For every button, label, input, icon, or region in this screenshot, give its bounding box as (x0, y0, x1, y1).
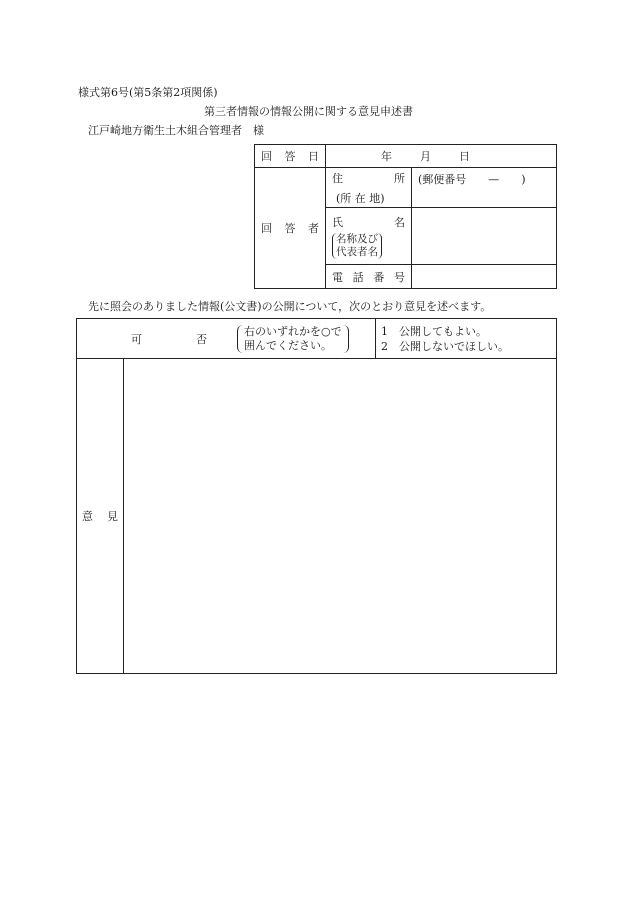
instruction-line1: 右のいずれかを○で (244, 324, 342, 338)
date-year-label: 年 (381, 150, 392, 163)
approval-label-right: 否 (196, 332, 207, 346)
respondent-label-char: 者 (308, 222, 319, 235)
opinion-label-char: 見 (107, 510, 118, 523)
date-month-label: 月 (420, 150, 431, 163)
address-label-char: 住 (332, 171, 343, 185)
phone-label-char: 番 (373, 270, 385, 284)
addressee: 江戸崎地方衛生土木組合管理者 様 (88, 124, 264, 137)
answer-date-label-cell (255, 145, 326, 168)
opinion-label-cell (77, 359, 124, 674)
name-sub-line1: 名称及び (336, 232, 378, 245)
name-label-char: 氏 (332, 215, 343, 229)
phone-label-char: 話 (352, 270, 364, 284)
phone-field[interactable] (412, 265, 557, 289)
respondent-label-char: 回 (261, 222, 272, 235)
respondent-label-cell (255, 168, 326, 289)
name-sub-bracket (332, 233, 382, 259)
form-number: 様式第6号(第5条第2項関係) (78, 86, 218, 99)
phone-label-char: 号 (393, 270, 405, 284)
respondent-label-char: 答 (284, 222, 296, 235)
postal-code-note: (郵便番号 — ) (418, 173, 526, 186)
approval-label-cell (77, 319, 376, 359)
respondent-table (254, 144, 557, 289)
document-title: 第三者情報の情報公開に関する意見申述書 (204, 105, 413, 118)
option-deny-disclosure[interactable]: 2 公開しないでほしい。 (381, 339, 510, 353)
opinion-table (76, 318, 557, 674)
instruction-line2: 囲んでください。 (244, 338, 332, 352)
address-label-cell (326, 168, 412, 208)
address-sub-label: (所 在 地) (336, 191, 385, 205)
name-sub-line2: 代表者名 (336, 245, 378, 258)
name-label-cell (326, 208, 412, 265)
approval-options-cell[interactable] (376, 319, 557, 359)
address-label-char: 所 (394, 171, 405, 185)
phone-label-cell (326, 265, 412, 289)
approval-label-left: 可 (131, 332, 142, 346)
name-label-char: 名 (394, 215, 405, 229)
answer-date-label-char: 回 (261, 150, 272, 163)
opinion-field[interactable] (124, 359, 557, 674)
intro-text: 先に照会のありました情報(公文書)の公開について，次のとおり意見を述べます。 (88, 300, 492, 313)
answer-date-field[interactable] (326, 145, 557, 168)
option-allow-disclosure[interactable]: 1 公開してもよい。 (381, 324, 488, 338)
answer-date-label-char: 日 (308, 150, 319, 163)
address-field[interactable] (412, 168, 557, 208)
instruction-bracket (237, 325, 349, 353)
answer-date-label-char: 答 (284, 150, 296, 163)
name-field[interactable] (412, 208, 557, 265)
date-day-label: 日 (459, 150, 470, 163)
phone-label-char: 電 (332, 270, 343, 284)
opinion-label-char: 意 (82, 510, 93, 523)
